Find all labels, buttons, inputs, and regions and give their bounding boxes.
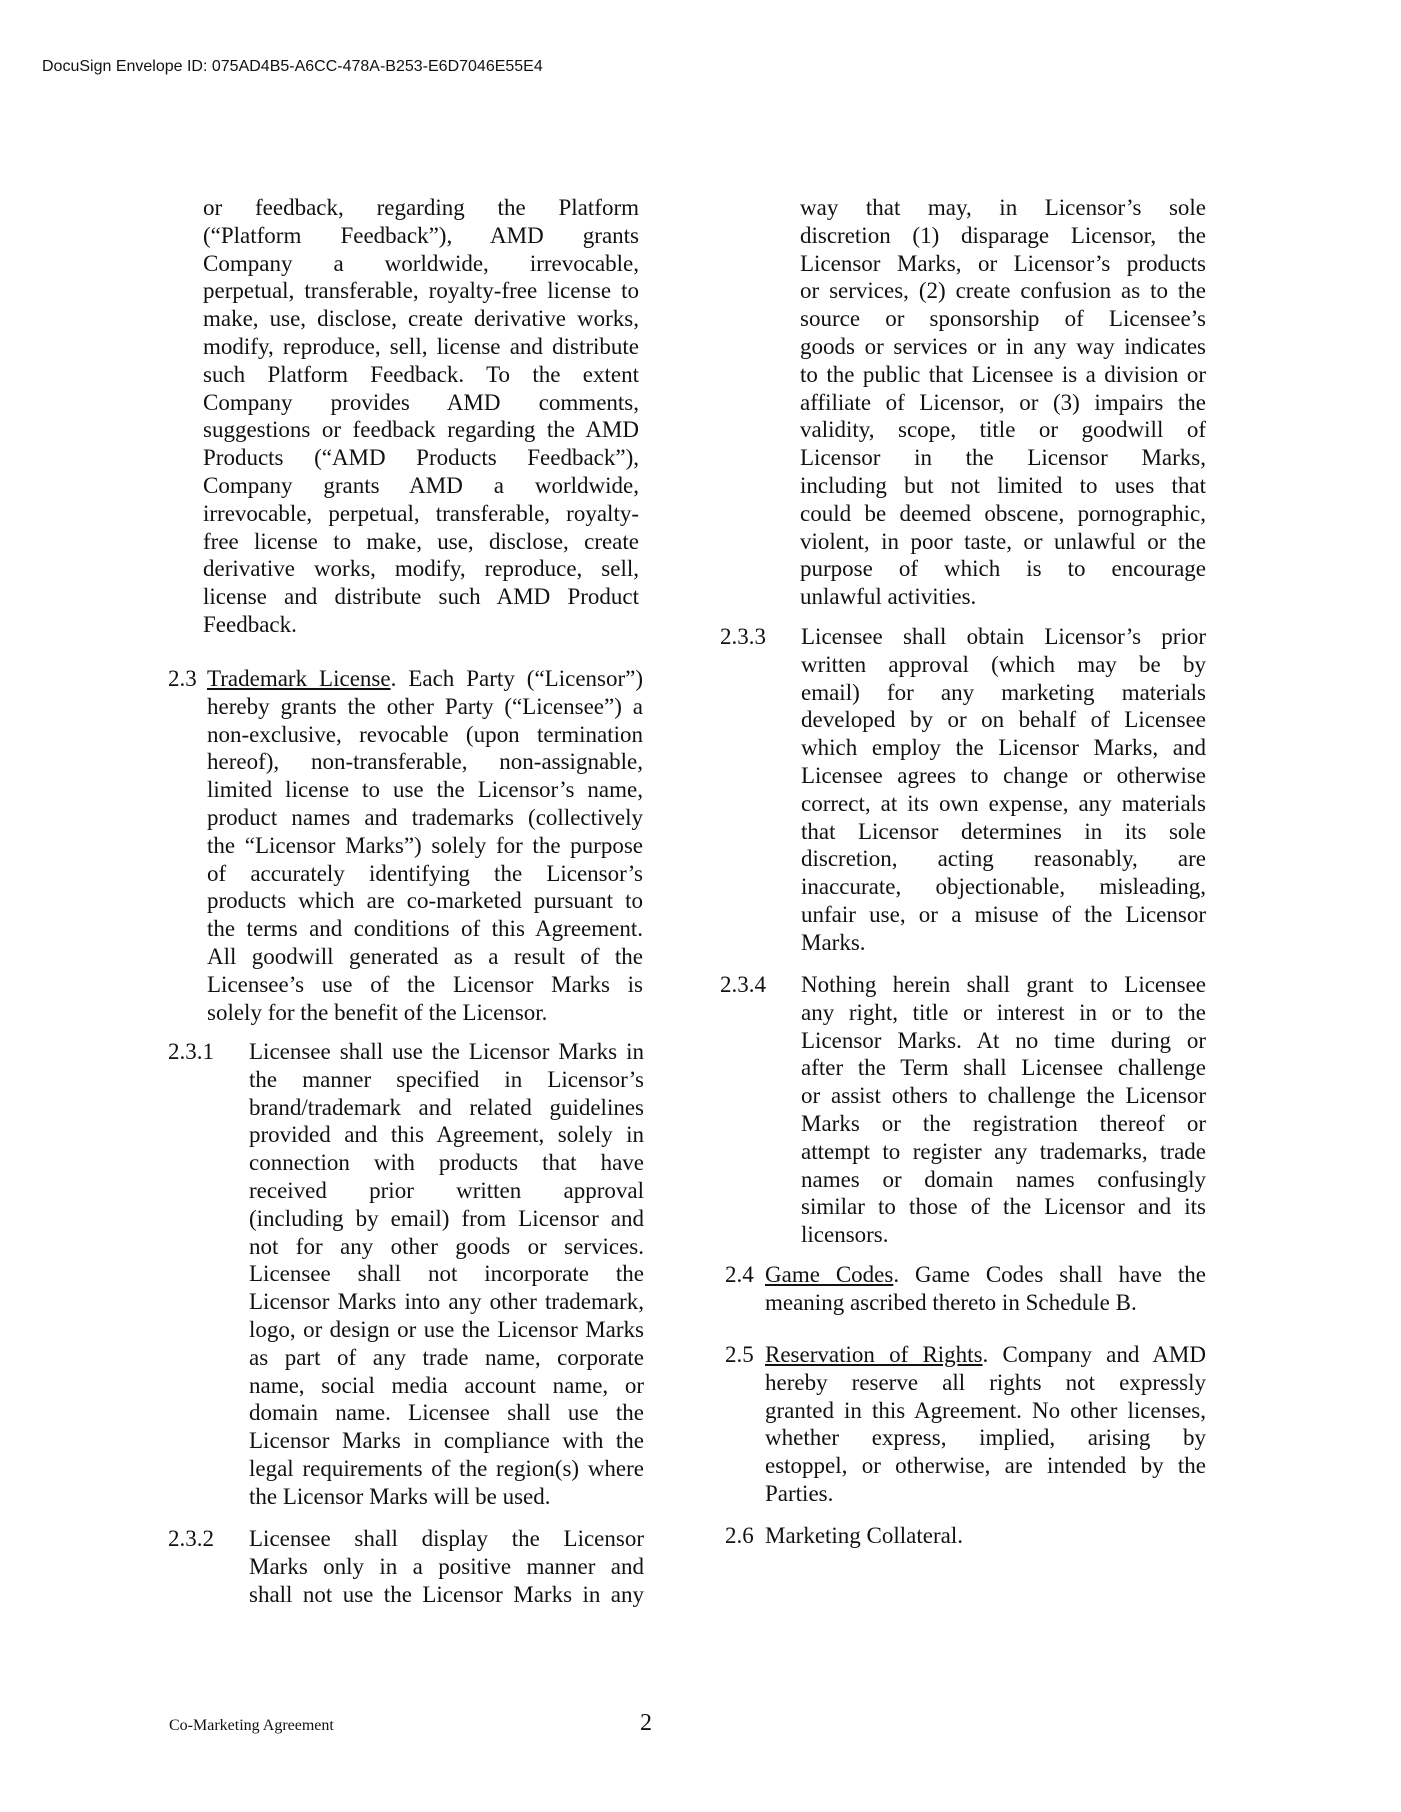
text-line xyxy=(203,444,639,472)
text-line xyxy=(765,1480,1206,1508)
line-text: Marks. xyxy=(801,929,866,955)
line-text: Nothing herein shall grant to Licensee xyxy=(801,972,1206,997)
text-line xyxy=(249,1094,644,1122)
text-line xyxy=(249,1483,644,1511)
text-line xyxy=(249,1233,644,1261)
line-text: affiliate of Licensor, or (3) impairs the xyxy=(800,389,1206,415)
line-text: hereby reserve all rights not expressly xyxy=(765,1369,1206,1395)
line-text: the terms and conditions of this Agreement. xyxy=(207,916,643,942)
line-text: hereof), non-transferable, non-assignable, xyxy=(207,749,643,775)
line-text: license and distribute such AMD Product xyxy=(203,584,639,610)
text-line xyxy=(249,1121,644,1149)
text-line xyxy=(203,250,639,278)
line-text: which employ the Licensor Marks, and xyxy=(801,735,1206,761)
line-text: All goodwill generated as a result of the xyxy=(207,943,643,969)
text-line xyxy=(765,1522,1206,1550)
line-text: as part of any trade name, corporate xyxy=(249,1344,644,1370)
line-text: after the Term shall Licensee challenge xyxy=(801,1055,1206,1081)
line-text: perpetual, transferable, royalty-free license to xyxy=(203,278,639,304)
text-line xyxy=(249,1344,644,1372)
text-line xyxy=(801,929,1206,957)
line-text: violent, in poor taste, or unlawful or the xyxy=(800,528,1206,554)
section-text xyxy=(801,971,1206,1249)
line-text: product names and trademarks (collectively xyxy=(207,804,643,830)
line-text: derivative works, modify, reproduce, sell, xyxy=(203,556,639,582)
text-line xyxy=(207,915,643,943)
text-line xyxy=(765,1452,1206,1480)
text-line xyxy=(249,1038,644,1066)
line-text: validity, scope, title or goodwill of xyxy=(800,417,1206,443)
line-text: Parties. xyxy=(765,1480,834,1506)
text-line xyxy=(207,693,643,721)
line-text: discretion (1) disparage Licensor, the xyxy=(800,222,1206,248)
text-line xyxy=(801,651,1206,679)
line-text: estoppel, or otherwise, are intended by the xyxy=(765,1453,1206,1479)
line-text: Marks only in a positive manner and xyxy=(249,1553,644,1579)
text-line xyxy=(207,665,643,693)
section-text xyxy=(207,665,643,1026)
line-text: irrevocable, perpetual, transferable, royalty- xyxy=(203,500,639,526)
line-text: Licensee shall display the Licensor xyxy=(249,1526,644,1551)
line-text: source or sponsorship of Licensee’s xyxy=(800,306,1206,332)
section-text xyxy=(800,194,1206,611)
line-text: discretion, acting reasonably, are xyxy=(801,846,1206,872)
line-text: Company provides AMD comments, xyxy=(203,389,639,415)
line-text: correct, at its own expense, any materials xyxy=(801,790,1206,816)
line-text: logo, or design or use the Licensor Marks xyxy=(249,1316,644,1342)
line-text: that Licensor determines in its sole xyxy=(801,818,1206,844)
text-line xyxy=(249,1581,644,1609)
line-text: (including by email) from Licensor and xyxy=(249,1205,644,1231)
line-text: or feedback, regarding the Platform xyxy=(203,195,639,220)
text-line xyxy=(203,222,639,250)
line-text: make, use, disclose, create derivative works, xyxy=(203,306,639,332)
line-text: modify, reproduce, sell, license and distribute xyxy=(203,333,639,359)
line-text: unfair use, or a misuse of the Licensor xyxy=(801,901,1206,927)
text-line xyxy=(207,748,643,776)
text-line xyxy=(800,333,1206,361)
line-text: domain name. Licensee shall use the xyxy=(249,1400,644,1426)
text-line xyxy=(801,1110,1206,1138)
line-text: . Company and AMD xyxy=(982,1342,1206,1367)
text-line xyxy=(207,943,643,971)
line-text: hereby grants the other Party (“Licensee”) a xyxy=(207,693,643,719)
text-line xyxy=(203,500,639,528)
text-line xyxy=(249,1205,644,1233)
line-text: not for any other goods or services. xyxy=(249,1233,644,1259)
text-line xyxy=(801,1027,1206,1055)
text-line xyxy=(801,1138,1206,1166)
line-text: legal requirements of the region(s) where xyxy=(249,1455,644,1481)
text-line xyxy=(207,804,643,832)
text-line xyxy=(801,818,1206,846)
line-text: the Licensor Marks will be used. xyxy=(249,1483,551,1509)
line-text: or assist others to challenge the Licensor xyxy=(801,1083,1206,1109)
text-line xyxy=(207,971,643,999)
text-line xyxy=(800,361,1206,389)
text-line xyxy=(801,1082,1206,1110)
text-line xyxy=(203,416,639,444)
text-line xyxy=(800,389,1206,417)
text-line xyxy=(207,721,643,749)
section-text xyxy=(765,1261,1206,1317)
line-text: Licensee shall use the Licensor Marks in xyxy=(249,1039,644,1064)
text-line xyxy=(801,679,1206,707)
section-heading: Trademark License xyxy=(207,666,391,691)
text-line xyxy=(800,250,1206,278)
text-line xyxy=(249,1260,644,1288)
section-text xyxy=(203,194,639,639)
section-heading: Game Codes xyxy=(765,1262,894,1287)
line-text: shall not use the Licensor Marks in any xyxy=(249,1581,644,1607)
text-line xyxy=(207,776,643,804)
docusign-envelope-id: DocuSign Envelope ID: 075AD4B5-A6CC-478A-B253-E6D7046E55E4 xyxy=(42,58,543,75)
section-heading: Reservation of Rights xyxy=(765,1342,983,1367)
line-text: Licensor in the Licensor Marks, xyxy=(800,445,1206,471)
line-text: Licensor Marks. At no time during or xyxy=(801,1027,1206,1053)
text-line xyxy=(800,444,1206,472)
line-text: Products (“AMD Products Feedback”), xyxy=(203,445,639,471)
line-text: the manner specified in Licensor’s xyxy=(249,1066,644,1092)
text-line xyxy=(801,706,1206,734)
line-text: meaning ascribed thereto in Schedule B. xyxy=(765,1289,1137,1315)
line-text: of accurately identifying the Licensor’s xyxy=(207,860,643,886)
text-line xyxy=(801,762,1206,790)
line-text: . Each Party (“Licensor”) xyxy=(390,666,643,691)
section-number: 2.5 xyxy=(725,1342,754,1367)
text-line xyxy=(801,873,1206,901)
line-text: products which are co-marketed pursuant to xyxy=(207,888,643,914)
text-line xyxy=(207,832,643,860)
line-text: inaccurate, objectionable, misleading, xyxy=(801,874,1206,900)
line-text: whether express, implied, arising by xyxy=(765,1425,1206,1451)
text-line xyxy=(800,305,1206,333)
text-line xyxy=(801,790,1206,818)
line-text: Company grants AMD a worldwide, xyxy=(203,472,639,498)
text-line xyxy=(249,1372,644,1400)
line-text: such Platform Feedback. To the extent xyxy=(203,361,639,387)
line-text: Licensee’s use of the Licensor Marks is xyxy=(207,971,643,997)
text-line xyxy=(249,1455,644,1483)
line-text: goods or services or in any way indicates xyxy=(800,333,1206,359)
line-text: developed by or on behalf of Licensee xyxy=(801,707,1206,733)
section-number: 2.3.3 xyxy=(720,624,766,649)
text-line xyxy=(801,1221,1206,1249)
section-text xyxy=(765,1341,1206,1508)
line-text: Licensor Marks in compliance with the xyxy=(249,1428,644,1454)
section-number: 2.3.2 xyxy=(168,1526,214,1551)
text-line xyxy=(765,1397,1206,1425)
line-text: Marketing Collateral. xyxy=(765,1523,963,1548)
text-line xyxy=(801,1166,1206,1194)
text-line xyxy=(203,194,639,222)
text-line xyxy=(801,999,1206,1027)
text-line xyxy=(801,1193,1206,1221)
line-text: attempt to register any trademarks, trade xyxy=(801,1138,1206,1164)
line-text: the “Licensor Marks”) solely for the purpose xyxy=(207,832,643,858)
section-number: 2.4 xyxy=(725,1262,754,1287)
section-number: 2.3.1 xyxy=(168,1039,214,1064)
line-text: Licensor Marks into any other trademark, xyxy=(249,1289,644,1315)
line-text: . Game Codes shall have the xyxy=(893,1262,1206,1287)
text-line xyxy=(249,1316,644,1344)
section-text xyxy=(249,1525,644,1608)
line-text: (“Platform Feedback”), AMD grants xyxy=(203,222,639,248)
line-text: written approval (which may be by xyxy=(801,651,1206,677)
text-line xyxy=(249,1177,644,1205)
text-line xyxy=(203,389,639,417)
line-text: way that may, in Licensor’s sole xyxy=(800,195,1206,220)
line-text: connection with products that have xyxy=(249,1150,644,1176)
text-line xyxy=(801,623,1206,651)
text-line xyxy=(249,1427,644,1455)
line-text: Marks or the registration thereof or xyxy=(801,1110,1206,1136)
text-line xyxy=(800,555,1206,583)
text-line xyxy=(801,845,1206,873)
text-line xyxy=(801,901,1206,929)
text-line xyxy=(203,305,639,333)
text-line xyxy=(800,500,1206,528)
line-text: including but not limited to uses that xyxy=(800,472,1206,498)
text-line xyxy=(207,860,643,888)
line-text: could be deemed obscene, pornographic, xyxy=(800,500,1206,526)
text-line xyxy=(203,361,639,389)
line-text: any right, title or interest in or to the xyxy=(801,999,1206,1025)
line-text: non-exclusive, revocable (upon termination xyxy=(207,721,643,747)
text-line xyxy=(801,734,1206,762)
line-text: suggestions or feedback regarding the AMD xyxy=(203,417,639,443)
line-text: Licensee shall obtain Licensor’s prior xyxy=(801,624,1206,649)
line-text: solely for the benefit of the Licensor. xyxy=(207,999,548,1025)
text-line xyxy=(800,277,1206,305)
text-line xyxy=(800,222,1206,250)
text-line xyxy=(203,333,639,361)
line-text: granted in this Agreement. No other licenses, xyxy=(765,1397,1206,1423)
text-line xyxy=(249,1399,644,1427)
line-text: Licensee agrees to change or otherwise xyxy=(801,762,1206,788)
line-text: received prior written approval xyxy=(249,1177,644,1203)
text-line xyxy=(203,583,639,611)
section-number: 2.6 xyxy=(725,1523,754,1548)
text-line xyxy=(203,472,639,500)
text-line xyxy=(800,472,1206,500)
text-line xyxy=(207,887,643,915)
line-text: purpose of which is to encourage xyxy=(800,556,1206,582)
text-line xyxy=(249,1288,644,1316)
line-text: limited license to use the Licensor’s name, xyxy=(207,777,643,803)
text-line xyxy=(203,277,639,305)
text-line xyxy=(800,416,1206,444)
line-text: unlawful activities. xyxy=(800,584,977,610)
line-text: Company a worldwide, irrevocable, xyxy=(203,250,639,276)
line-text: provided and this Agreement, solely in xyxy=(249,1122,644,1148)
line-text: Feedback. xyxy=(203,611,297,637)
text-line xyxy=(800,528,1206,556)
line-text: names or domain names confusingly xyxy=(801,1166,1206,1192)
text-line xyxy=(765,1424,1206,1452)
text-line xyxy=(249,1149,644,1177)
text-line xyxy=(800,583,1206,611)
text-line xyxy=(207,999,643,1027)
line-text: Licensee shall not incorporate the xyxy=(249,1261,644,1287)
line-text: Licensor Marks, or Licensor’s products xyxy=(800,250,1206,276)
text-line xyxy=(249,1553,644,1581)
line-text: brand/trademark and related guidelines xyxy=(249,1094,644,1120)
line-text: similar to those of the Licensor and its xyxy=(801,1194,1206,1220)
text-line xyxy=(203,528,639,556)
line-text: to the public that Licensee is a division or xyxy=(800,361,1206,387)
text-line xyxy=(765,1289,1206,1317)
text-line xyxy=(203,611,639,639)
line-text: licensors. xyxy=(801,1222,889,1248)
section-number: 2.3.4 xyxy=(720,972,766,997)
text-line xyxy=(801,971,1206,999)
text-line xyxy=(765,1261,1206,1289)
line-text: name, social media account name, or xyxy=(249,1372,644,1398)
text-line xyxy=(249,1066,644,1094)
line-text: or services, (2) create confusion as to the xyxy=(800,278,1206,304)
section-text xyxy=(765,1522,1206,1550)
text-line xyxy=(249,1525,644,1553)
text-line xyxy=(765,1341,1206,1369)
section-text xyxy=(249,1038,644,1511)
text-line xyxy=(801,1054,1206,1082)
text-line xyxy=(765,1369,1206,1397)
line-text: email) for any marketing materials xyxy=(801,679,1206,705)
section-text xyxy=(801,623,1206,957)
text-line xyxy=(800,194,1206,222)
page-number: 2 xyxy=(640,1710,652,1736)
footer-title: Co-Marketing Agreement xyxy=(169,1717,334,1734)
line-text: free license to make, use, disclose, create xyxy=(203,528,639,554)
section-number: 2.3 xyxy=(168,666,197,691)
text-line xyxy=(203,555,639,583)
